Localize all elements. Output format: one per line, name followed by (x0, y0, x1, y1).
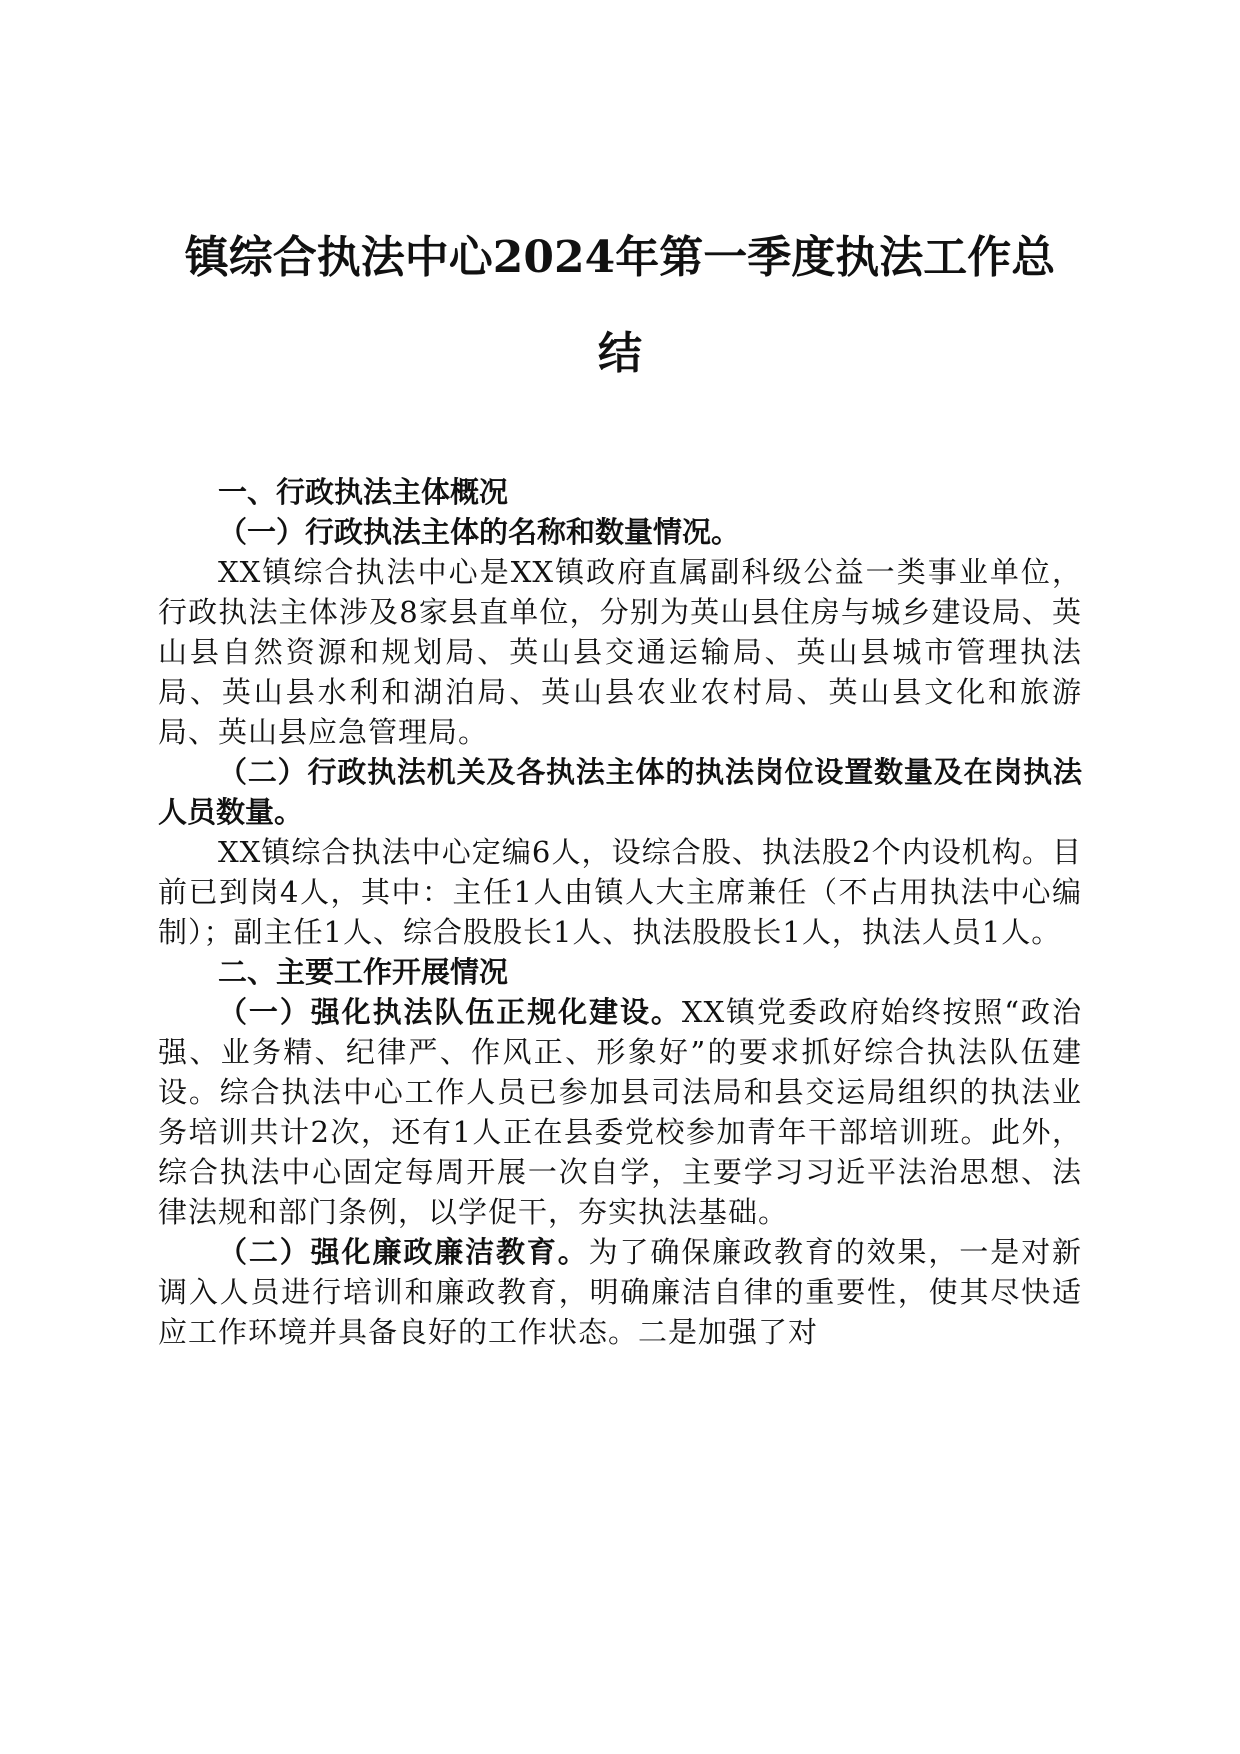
section-1-2-heading: （二）行政执法机关及各执法主体的执法岗位设置数量及在岗执法人员数量。 (158, 755, 1082, 829)
section-2-2-body: 为了确保廉政教育的效果，一是对新调入人员进行培训和廉政教育，明确廉洁自律的重要性，使其尽快适应工作环境并具备良好的工作状态。二是加强了对 (158, 1235, 1082, 1349)
section-1-1-paragraph: XX镇综合执法中心是XX镇政府直属副科级公益一类事业单位，行政执法主体涉及8家县直单位，分别为英山县住房与城乡建设局、英山县自然资源和规划局、英山县交通运输局、英山县城市管理执法局、英山县水利和湖泊局、英山县农业农村局、英山县文化和旅游局、英山县应急管理局。 (158, 555, 1082, 749)
section-2-1-body: XX镇党委政府始终按照“政治强、业务精、纪律严、作风正、形象好”的要求抓好综合执法队伍建设。综合执法中心工作人员已参加县司法局和县交运局组织的执法业务培训共计2次，还有1人正在县委党校参加青年干部培训班。此外，综合执法中心固定每周开展一次自学，主要学习习近平法治思想、法律法规和部门条例，以学促干，夯实执法基础。 (158, 995, 1082, 1229)
section-2-1-paragraph (158, 992, 1082, 1232)
section-2-2-lead: （二）强化廉政廉洁教育。 (218, 1235, 589, 1269)
document-title-line-2: 结 (598, 328, 642, 379)
document-title-line-1: 镇综合执法中心2024年第一季度执法工作总 (184, 232, 1056, 283)
section-2-2-paragraph (158, 1232, 1082, 1352)
section-2-1-lead: （一）强化执法队伍正规化建设。 (218, 995, 682, 1029)
section-1-1-heading: （一）行政执法主体的名称和数量情况。 (218, 515, 741, 549)
document-body (158, 472, 1082, 1352)
section-1-heading: 一、行政执法主体概况 (218, 475, 509, 509)
section-1-2-paragraph: XX镇综合执法中心定编6人，设综合股、执法股2个内设机构。目前已到岗4人，其中：主任1人由镇人大主席兼任（不占用执法中心编制）；副主任1人、综合股股长1人、执法股股长1人，执法人员1人。 (158, 835, 1082, 949)
section-2-heading: 二、主要工作开展情况 (218, 955, 509, 989)
